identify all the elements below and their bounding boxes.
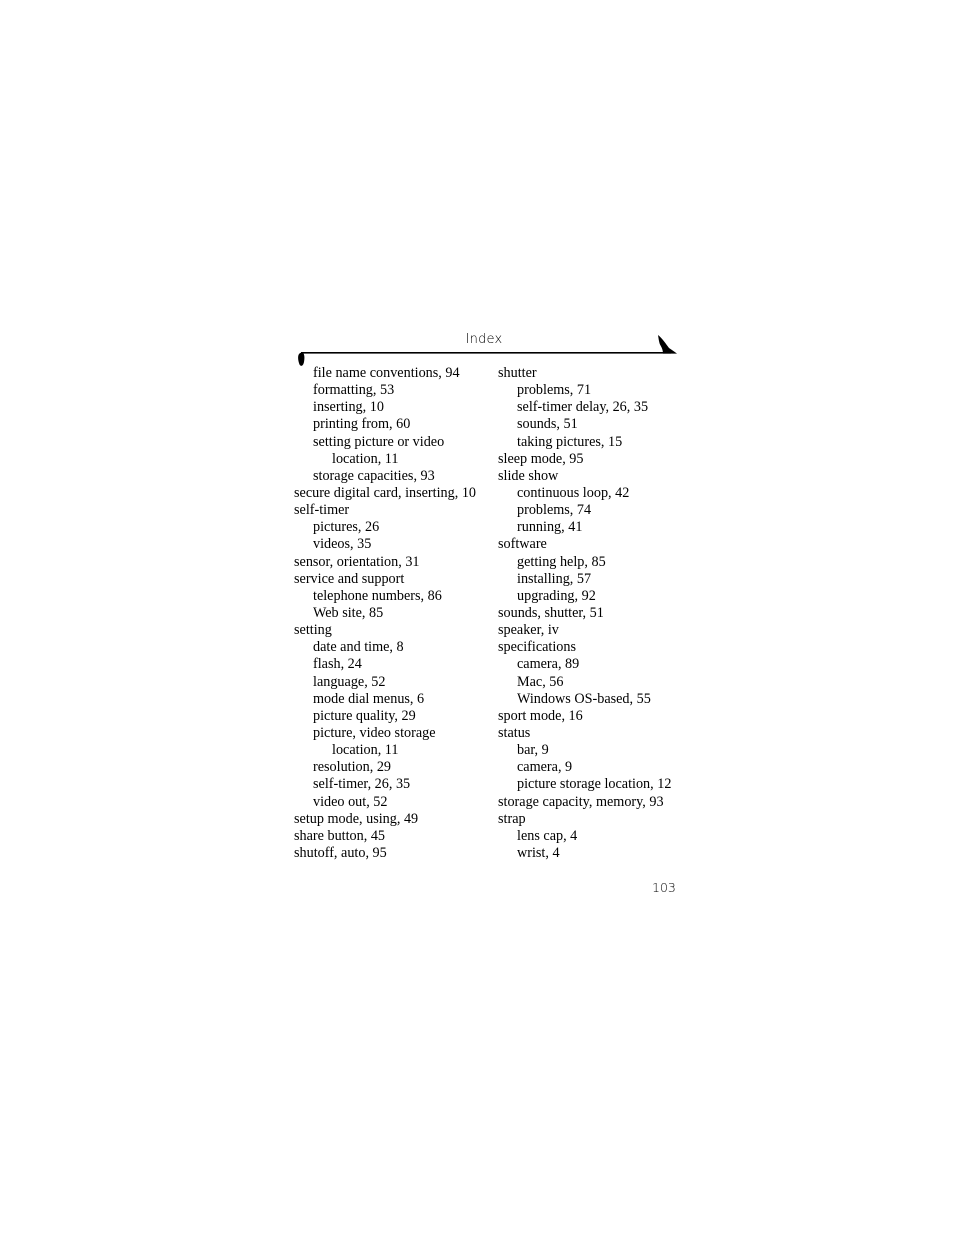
index-column-right xyxy=(498,365,698,862)
index-entry: specifications xyxy=(498,639,577,656)
index-entry: bar, 9 xyxy=(517,742,549,759)
header-rule-right-nib xyxy=(658,335,677,354)
index-entry: getting help, 85 xyxy=(517,553,606,570)
index-entry: picture, video storage xyxy=(313,724,436,741)
index-entry: storage capacities, 93 xyxy=(313,467,435,484)
index-entry: resolution, 29 xyxy=(313,759,392,776)
index-entry: self-timer, 26, 35 xyxy=(313,776,411,793)
index-entry: sounds, 51 xyxy=(517,416,578,433)
index-entry: setup mode, using, 49 xyxy=(294,810,419,827)
index-column-left xyxy=(294,365,494,862)
index-entry: Mac, 56 xyxy=(517,673,564,690)
index-entry: camera, 9 xyxy=(517,759,573,776)
index-entry: self-timer xyxy=(294,502,350,519)
index-entry: secure digital card, inserting, 10 xyxy=(294,484,477,501)
index-entry: language, 52 xyxy=(313,673,386,690)
index-entry: formatting, 53 xyxy=(313,382,395,399)
index-entry: flash, 24 xyxy=(313,656,362,673)
index-entry: sensor, orientation, 31 xyxy=(294,553,420,570)
index-entry: problems, 71 xyxy=(517,382,592,399)
index-entry: lens cap, 4 xyxy=(517,827,578,844)
index-entry: share button, 45 xyxy=(294,827,386,844)
index-entry: wrist, 4 xyxy=(517,844,560,861)
header-rule-left-blot xyxy=(298,353,304,366)
index-entry: file name conventions, 94 xyxy=(313,365,460,381)
index-entry: printing from, 60 xyxy=(313,416,411,433)
index-entry: strap xyxy=(498,810,526,827)
index-entry: picture storage location, 12 xyxy=(517,776,672,793)
index-entry: taking pictures, 15 xyxy=(517,433,623,450)
index-entry: service and support xyxy=(294,570,405,587)
index-entry: video out, 52 xyxy=(313,793,388,810)
index-entry: telephone numbers, 86 xyxy=(313,587,442,604)
index-entry: problems, 74 xyxy=(517,502,592,519)
index-entry: camera, 89 xyxy=(517,656,580,673)
page-number: 103 xyxy=(652,880,676,895)
index-entry: installing, 57 xyxy=(517,570,592,587)
index-entry: setting picture or video xyxy=(313,433,445,450)
index-entry: sport mode, 16 xyxy=(498,707,583,724)
index-entry: videos, 35 xyxy=(313,536,372,553)
index-entry: setting xyxy=(294,622,332,639)
index-entry: inserting, 10 xyxy=(313,399,384,416)
index-entry: location, 11 xyxy=(332,450,399,467)
index-entry: Windows OS-based, 55 xyxy=(517,690,651,707)
running-header-title: Index xyxy=(465,332,503,347)
index-entry: storage capacity, memory, 93 xyxy=(498,793,664,810)
index-entry: shutoff, auto, 95 xyxy=(294,844,387,861)
index-entry: self-timer delay, 26, 35 xyxy=(517,399,649,416)
index-entry: picture quality, 29 xyxy=(313,707,416,724)
index-entry: pictures, 26 xyxy=(313,519,380,536)
index-entry: location, 11 xyxy=(332,742,399,759)
index-entry: Web site, 85 xyxy=(313,604,384,621)
index-entry: status xyxy=(498,724,531,741)
header-rule-line xyxy=(301,352,671,354)
index-entry: upgrading, 92 xyxy=(517,587,596,604)
index-entry: date and time, 8 xyxy=(313,639,404,656)
index-entry: mode dial menus, 6 xyxy=(313,690,425,707)
index-entry: continuous loop, 42 xyxy=(517,484,630,501)
header-rule-decoration xyxy=(296,334,680,368)
index-entry: sounds, shutter, 51 xyxy=(498,604,604,621)
index-entry: software xyxy=(498,536,547,553)
index-entry: slide show xyxy=(498,467,559,484)
index-entry: speaker, iv xyxy=(498,622,559,639)
index-entry: shutter xyxy=(498,365,537,381)
index-entry: sleep mode, 95 xyxy=(498,450,584,467)
index-entry: running, 41 xyxy=(517,519,583,536)
